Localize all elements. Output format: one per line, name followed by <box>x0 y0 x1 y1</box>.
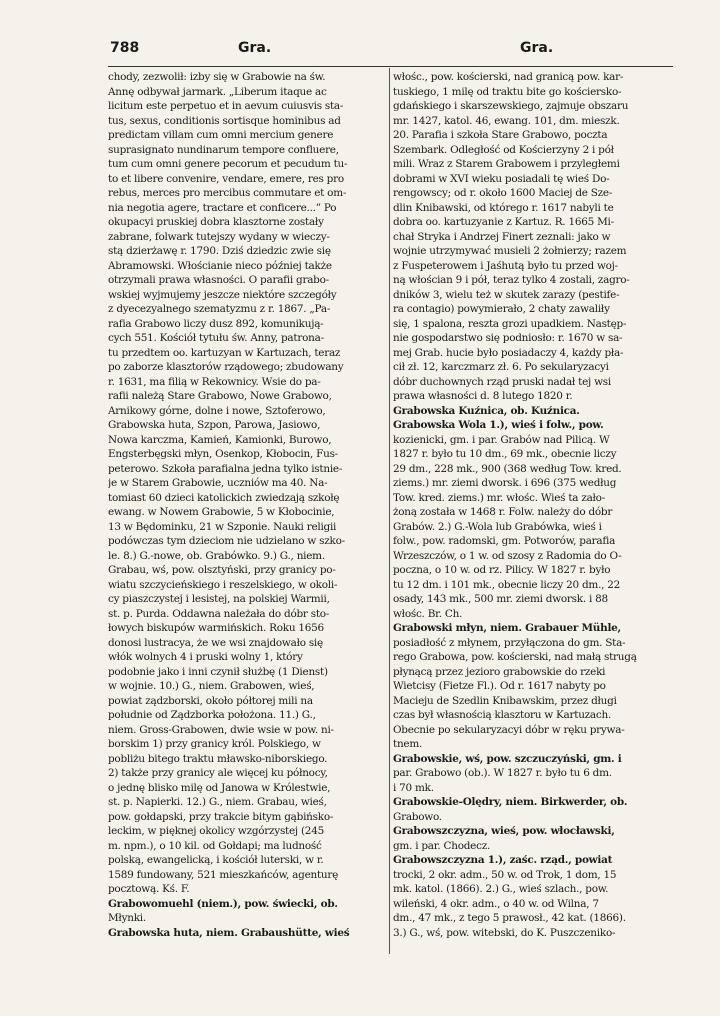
text-line: tus, sexus, conditionis sortisque hominibus ad <box>108 114 341 127</box>
text-line: 1827 r. było tu 10 dm., 69 mk., obecnie liczy <box>393 448 617 460</box>
text-line: peterowo. Szkoła parafialna jedna tylko istnie- <box>108 462 343 475</box>
text-line: trocki, 2 okr. adm., 50 w. od Trok, 1 dom, 15 <box>393 868 617 881</box>
text-line: Wietcisy (Fietze Fl.). Od r. 1617 nabyty po <box>393 680 606 692</box>
text-line: cych 551. Kościół tytułu św. Anny, patrona- <box>108 332 324 344</box>
text-line: poczna, o 10 w. od rz. Pilicy. W 1827 r. było <box>393 564 611 576</box>
text-line: rego Grabowa, pow. kościerski, nad małą strugą <box>393 651 637 663</box>
entry-headword-line: Grabowszczyzna, wieś, pow. włocławski, <box>393 825 615 837</box>
text-line: Tow. kred. ziems.) mr. włośc. Wieś ta zało- <box>393 491 605 504</box>
text-line: gdańskiego i skarszewskiego, zajmuje obszaru <box>393 100 629 112</box>
text-line: posiadłość z młynem, przyłączona do gm. Sta- <box>393 636 626 649</box>
text-line: cił zł. 12, karczmarz zł. 6. Po sekularyzacyi <box>393 361 609 373</box>
text-line: wojnie utrzymywać musieli 2 żołnierzy; razem <box>393 245 627 257</box>
text-line: prawa własności d. 8 lutego 1820 r. <box>393 390 573 402</box>
text-line: zabrane, folwark tutejszy wydany w wieczy- <box>108 230 330 243</box>
text-line: okupacyi pruskiej dobra klasztorne zostały <box>108 216 324 228</box>
text-line: podówczas tym dzieciom nie udzielano w szko- <box>108 535 345 547</box>
text-line: Obecnie po sekularyzacyi dóbr w ręku prywa- <box>393 723 625 736</box>
text-line: Annę odbywał jarmark. „Liberum itaque ac <box>108 85 327 98</box>
text-line: pow. gołdapski, przy trakcie bitym gąbińsko- <box>108 810 334 823</box>
entry-headword-line: Grabowszczyzna 1.), zaśc. rząd., powiat <box>393 854 613 866</box>
text-line: donosi lustracya, że we wsi znajdowało się <box>108 636 323 649</box>
text-line: Młynki. <box>108 912 146 924</box>
entry-headword-line: Grabowski młyn, niem. Grabauer Mühle, <box>393 622 621 634</box>
right-column <box>393 70 675 940</box>
entry-headword-line: Grabowska huta, niem. Grabaushütte, wieś <box>108 926 350 939</box>
text-line: 20. Parafia i szkoła Stare Grabowo, poczta <box>393 129 608 141</box>
text-line: Grabowska huta, Szpon, Parowa, Jasiowo, <box>108 419 321 431</box>
text-line: mr. 1427, katol. 46, ewang. 101, dm. mieszk. <box>393 114 620 127</box>
text-line: le. 8.) G.-nowe, ob. Grabówko. 9.) G., niem. <box>108 549 325 562</box>
text-line: niem. Gross-Grabowen, dwie wsie w pow. ni- <box>108 723 334 736</box>
text-line: tomiast 60 dzieci katolickich zwiedzają szkołę <box>108 491 340 504</box>
text-line: m. npm.), o 10 kil. od Gołdapi; ma ludność <box>108 839 322 852</box>
entry-headword-line: Grabowska Kuźnica, ob. Kuźnica. <box>393 404 580 417</box>
text-line: 2) także przy granicy ale więcej ku północy, <box>108 767 328 779</box>
text-line: włośc. Br. Ch. <box>393 607 463 620</box>
text-line: dobrami w XVI wieku posiadali tę wieś Do- <box>393 172 610 185</box>
entry-headword-line: Grabowomuehl (niem.), pow. świecki, ob. <box>108 897 338 910</box>
text-line: Grabów. 2.) G.-Wola lub Grabówka, wieś i <box>393 520 602 533</box>
text-line: dlin Knibawski, od którego r. 1617 nabyli te <box>393 201 614 214</box>
text-line: Wrzeszczów, o 1 w. od szosy z Radomia do O- <box>393 549 622 562</box>
guide-word-left: Gra. <box>238 40 272 56</box>
text-line: dóbr duchownych rząd pruski nadał tej wsi <box>393 375 611 388</box>
text-line: Grabowo. <box>393 810 442 823</box>
text-line: suprasignato nundinarum tempore confluere, <box>108 143 339 156</box>
text-line: tuskiego, 1 milę od traktu bite go kościersko- <box>393 85 622 98</box>
text-line: nia negotia agere, tractare et conficere...” Po <box>108 201 337 214</box>
text-line: Arnikowy górne, dolne i nowe, Sztoferowo, <box>108 404 326 417</box>
text-line: Szembark. Odległość od Kościerzyny 2 i pół <box>393 143 614 156</box>
text-line: południe od Ządzborka położona. 11.) G., <box>108 709 316 721</box>
text-line: pobliżu bitego traktu mławsko-niborskiego. <box>108 752 328 765</box>
text-line: stą dzierżawę r. 1790. Dziś dziedzic zwie się <box>108 245 331 257</box>
left-column <box>108 70 390 940</box>
text-line: chał Stryka i Andrzej Finert zeznali: jako w <box>393 230 611 243</box>
text-line: 3.) G., wś, pow. witebski, do K. Puszczeniko- <box>393 926 616 939</box>
text-line: Grabau, wś, pow. olsztyński, przy granicy po- <box>108 564 336 576</box>
text-line: st. p. Napierki. 12.) G., niem. Grabau, wieś, <box>108 796 327 808</box>
page-number: 788 <box>110 40 140 56</box>
text-line: wileński, 4 okr. adm., o 40 w. od Wilna, 7 <box>393 897 599 910</box>
text-line: płynącą przez jezioro grabowskie do rzeki <box>393 665 606 678</box>
text-line: po zaborze klasztorów rządowego; zbudowany <box>108 361 344 373</box>
text-line: dm., 47 mk., z tego 5 prawosł., 42 kat. (1866). <box>393 912 626 924</box>
text-line: predictam villam cum omni mercium genere <box>108 129 334 141</box>
text-line: mej Grab. hucie było posiadaczy 4, każdy pła- <box>393 346 624 359</box>
text-line: nie gospodarstwo się podniosło: r. 1670 w sa- <box>393 332 623 344</box>
text-line: kozienicki, gm. i par. Grabów nad Pilicą. W <box>393 433 610 446</box>
text-line: ną włościan 9 i pół, teraz tylko 4 zostali, zagro- <box>393 274 630 286</box>
entry-headword-line: Grabowska Wola 1.), wieś i folw., pow. <box>393 419 604 431</box>
text-line: się, 1 spalona, reszta grozi upadkiem. Następ- <box>393 317 627 330</box>
text-line: otrzymali prawa własności. O parafii grabo- <box>108 274 329 286</box>
text-line: z Fuspeterowem i Jaśhutą było tu przed woj- <box>393 259 618 272</box>
text-line: borskim 1) przy granicy król. Polskiego, w <box>108 738 321 750</box>
text-line: pocztową. Kś. F. <box>108 883 190 895</box>
text-line: 29 dm., 228 mk., 900 (368 według Tow. kred. <box>393 462 622 475</box>
text-line: folw., pow. radomski, gm. Potworów, parafia <box>393 535 616 547</box>
text-line: st. p. Purda. Oddawna należała do dóbr sto- <box>108 607 330 620</box>
text-line: włók wolnych 4 i pruski wolny 1, który <box>108 651 303 663</box>
text-line: Nowa karczma, Kamień, Kamionki, Burowo, <box>108 433 332 446</box>
text-line: rebus, merces pro mercibus commutare et om- <box>108 187 347 199</box>
text-line: ra contagio) powymierało, 2 chaty zawaliły <box>393 303 610 315</box>
text-line: chody, zezwolił: izby się w Grabowie na św. <box>108 71 326 83</box>
header-rule <box>108 66 673 67</box>
text-line: w wojnie. 10.) G., niem. Grabowen, wieś, <box>108 680 315 692</box>
entry-headword-line: Grabowskie, wś, pow. szczuczyński, gm. i <box>393 752 622 765</box>
text-line: czas był własnością klasztoru w Kartuzach. <box>393 709 612 721</box>
text-line: żoną została w 1468 r. Folw. należy do dóbr <box>393 506 613 518</box>
text-line: Engsterbęgski młyn, Osenkop, Kłobocin, Fus- <box>108 448 338 460</box>
text-line: wskiej wyjmujemy jeszcze niektóre szczegóły <box>108 288 337 301</box>
text-line: cy piaszczystej i lesistej, na polskiej Warmii, <box>108 593 330 605</box>
text-line: par. Grabowo (ob.). W 1827 r. było tu 6 dm. <box>393 767 612 779</box>
text-line: włośc., pow. kościerski, nad granicą pow. kar- <box>393 71 624 83</box>
guide-word-right: Gra. <box>520 40 554 56</box>
text-line: leckim, w pięknej okolicy wzgórzystej (245 <box>108 825 324 837</box>
text-line: wiatu szczycieńskiego i reszelskiego, w okoli- <box>108 578 338 591</box>
text-line: licitum este perpetuo et in aevum cuiusvis sta- <box>108 100 344 112</box>
text-line: powiat ządzborski, około półtorej mili na <box>108 694 313 707</box>
text-line: rafia Grabowo liczy dusz 892, komunikują- <box>108 317 324 330</box>
text-line: gm. i par. Chodecz. <box>393 839 491 852</box>
text-line: tnem. <box>393 738 423 750</box>
text-line: ziems.) mr. ziemi dworsk. i 696 (375 według <box>393 477 617 489</box>
text-line: r. 1631, ma filią w Rekownicy. Wsie do pa- <box>108 375 321 388</box>
page-header <box>0 40 720 62</box>
text-line: o jednę blisko milę od Janowa w Królestwie, <box>108 781 331 794</box>
text-line: tu 12 dm. i 101 mk., obecnie liczy 20 dm., 22 <box>393 578 621 591</box>
text-line: je w Starem Grabowie, uczniów ma 40. Na- <box>108 477 328 489</box>
text-line: dobra oo. kartuzyanie z Kartuz. R. 1665 Mi- <box>393 216 614 228</box>
text-line: osady, 143 mk., 500 mr. ziemi dworsk. i 88 <box>393 593 608 605</box>
text-line: tu przedtem oo. kartuzyan w Kartuzach, teraz <box>108 346 341 359</box>
text-line: ewang. w Nowem Grabowie, 5 w Kłobocinie, <box>108 506 335 518</box>
entry-headword-line: Grabowskie-Olędry, niem. Birkwerder, ob. <box>393 796 628 808</box>
text-line: mili. Wraz z Starem Grabowem i przyległemi <box>393 158 620 170</box>
text-line: polską, ewangelicką, i kościół luterski, w r. <box>108 854 324 866</box>
text-line: rengowscy; od r. około 1600 Maciej de Sze- <box>393 187 613 199</box>
text-line: z dyecezyalnego szematyzmu z r. 1867. „Pa- <box>108 303 331 315</box>
text-line: mk. katol. (1866). 2.) G., wieś szlach., pow. <box>393 883 609 895</box>
text-line: 1589 fundowany, 521 mieszkańców, agenturę <box>108 868 339 881</box>
text-line: i 70 mk. <box>393 781 434 794</box>
text-line: tum cum omni genere pecorum et pecudum tu- <box>108 158 348 170</box>
text-line: rafii należą Stare Grabowo, Nowe Grabowo, <box>108 390 332 402</box>
text-line: podobnie jako i inni czynił służbę (1 Dienst) <box>108 665 328 678</box>
text-line: 13 w Będominku, 21 w Szponie. Nauki religii <box>108 520 337 533</box>
text-line: Macieju de Szedlin Knibawskim, przez długi <box>393 694 617 707</box>
text-line: łowych biskupów warmińskich. Roku 1656 <box>108 622 324 634</box>
text-line: dników 3, wielu też w skutek zarazy (pestife- <box>393 288 620 301</box>
text-line: to et libere convenire, vendare, emere, res pro <box>108 172 344 185</box>
text-line: Abramowski. Włościanie nieco później także <box>108 259 332 272</box>
